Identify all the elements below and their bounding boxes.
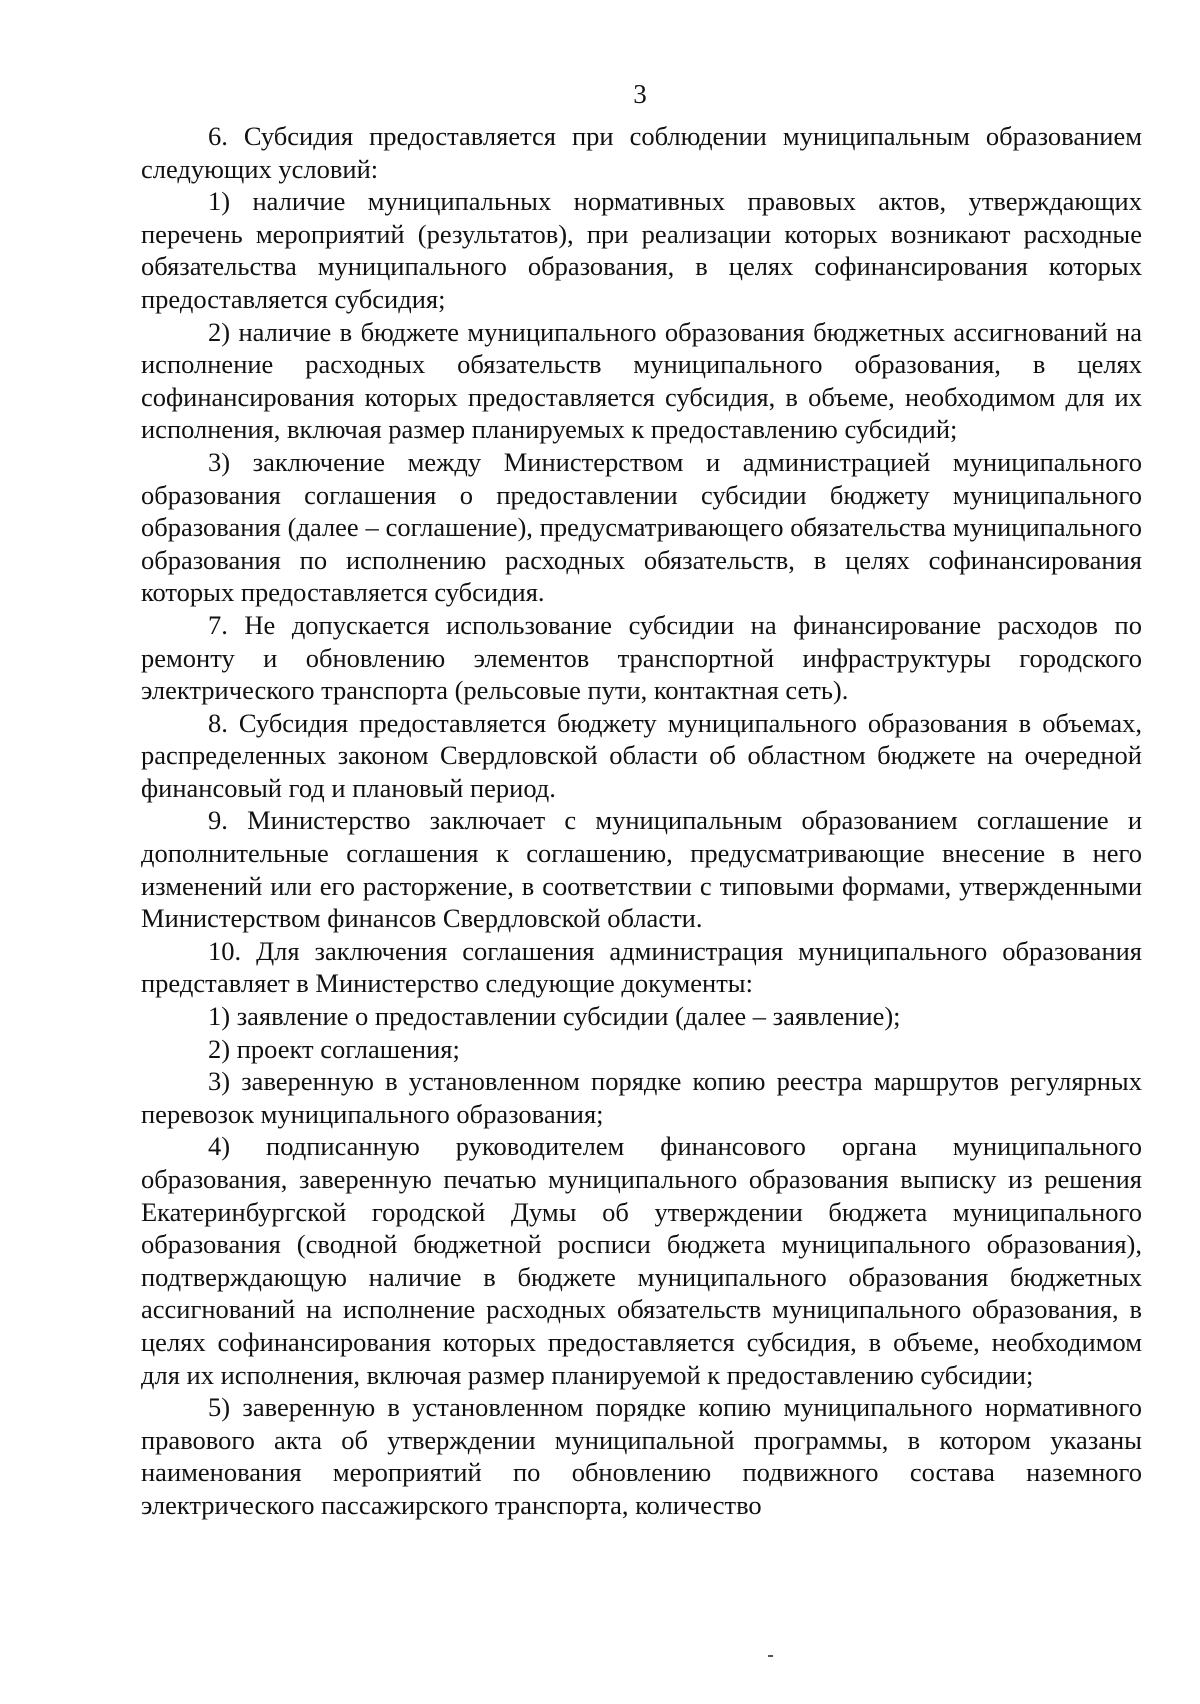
paragraph-10-item-5: 5) заверенную в установленном порядке копию муниципального нормативного правового акта об утверждении муниципальной программы, в котором указаны наименования мероприятий по обновлению подвижного состава наземного электрического пассажирского транспорта, количество <box>141 1392 1142 1520</box>
paragraph-6: 6. Субсидия предоставляется при соблюдении муниципальным образованием следующих условий: <box>141 121 1142 184</box>
paragraph-9: 9. Министерство заключает с муниципальным образованием соглашение и дополнительные соглашения к соглашению, предусматривающие внесение в него изменений или его расторжение, в соответствии с типовыми формами, утвержденными Министерством финансов Свердловской области. <box>141 805 1142 934</box>
paragraph-6-item-3: 3) заключение между Министерством и администрацией муниципального образования соглашения о предоставлении субсидии бюджету муниципального образования (далее – соглашение), предусматривающего обязательства муниципального образования по исполнению расходных обязательств, в целях софинансирования которых предоставляется субсидия. <box>141 446 1142 608</box>
paragraph-7: 7. Не допускается использование субсидии на финансирование расходов по ремонту и обновлению элементов транспортной инфраструктуры городского электрического транспорта (рельсовые пути, контактная сеть). <box>141 609 1142 706</box>
paragraph-10-item-2: 2) проект соглашения; <box>208 1033 460 1064</box>
scan-speck <box>768 1655 773 1657</box>
paragraph-6-item-2: 2) наличие в бюджете муниципального образования бюджетных ассигнований на исполнение расходных обязательств муниципального образования, в целях софинансирования которых предоставляется субсидия, в объеме, необходимом для их исполнения, включая размер планируемых к предоставлению субсидий; <box>141 316 1142 445</box>
page-number: 3 <box>633 79 647 109</box>
paragraph-10-item-3: 3) заверенную в установленном порядке копию реестра маршрутов регулярных перевозок муниципального образования; <box>141 1066 1142 1129</box>
paragraph-10-item-1: 1) заявление о предоставлении субсидии (далее – заявление); <box>208 1001 901 1032</box>
paragraph-10: 10. Для заключения соглашения администрация муниципального образования представляет в Министерство следующие документы: <box>141 935 1142 999</box>
paragraph-8: 8. Субсидия предоставляется бюджету муниципального образования в объемах, распределенных законом Свердловской области об областном бюджете на очередной финансовый год и плановый период. <box>141 707 1142 803</box>
document-body <box>141 120 1142 1522</box>
paragraph-10-item-4: 4) подписанную руководителем финансового органа муниципального образования, заверенную печатью муниципального образования выписку из решения Екатеринбургской городской Думы об утверждении бюджета муниципального образования (сводной бюджетной росписи бюджета муниципального образования), подтверждающую наличие в бюджете муниципального образования бюджетных ассигнований на исполнение расходных обязательств муниципального образования, в целях софинансирования которых предоставляется субсидия, в объеме, необходимом для их исполнения, включая размер планируемой к предоставлению субсидии; <box>141 1131 1142 1390</box>
paragraph-6-item-1: 1) наличие муниципальных нормативных правовых актов, утверждающих перечень мероприятий (результатов), при реализации которых возникают расходные обязательства муниципального образования, в целях софинансирования которых предоставляется субсидия; <box>141 186 1142 314</box>
